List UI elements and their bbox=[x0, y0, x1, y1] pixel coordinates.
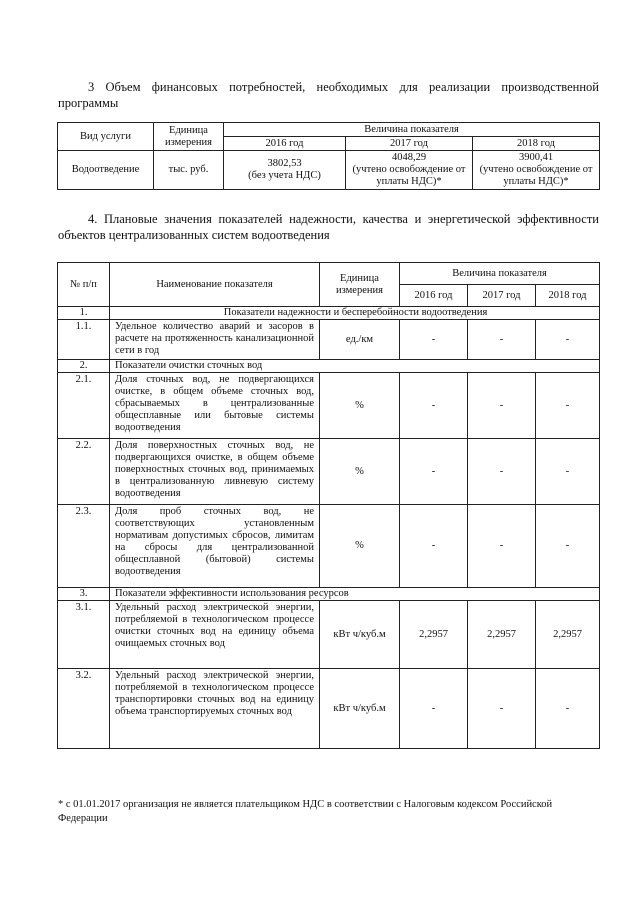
group-title: Показатели надежности и бесперебойности водоотведения bbox=[110, 307, 600, 320]
group-num: 3. bbox=[58, 588, 110, 601]
row-name: Доля сточных вод, не подвергающихся очистке, в общем объеме сточных вод, сбрасываемых в централизованные общесплавные или бытовые системы водоотведения bbox=[110, 373, 320, 439]
row-value-2017: - bbox=[468, 505, 536, 588]
row-unit: % bbox=[320, 439, 400, 505]
financial-needs-table bbox=[57, 122, 600, 190]
row-value-2016: - bbox=[400, 373, 468, 439]
header-value: Величина показателя bbox=[224, 123, 600, 137]
row-value-2018: 2,2957 bbox=[536, 601, 600, 669]
row-value-2017: - bbox=[468, 320, 536, 360]
row-name: Удельный расход электрической энергии, потребляемой в технологическом процессе транспортировки сточных вод на единицу объема транспортируемых сточных вод bbox=[110, 669, 320, 749]
header-year-2018: 2018 год bbox=[473, 137, 600, 151]
row-num: 1.1. bbox=[58, 320, 110, 360]
row-num: 2.1. bbox=[58, 373, 110, 439]
row-value-2016: - bbox=[400, 505, 468, 588]
row-service: Водоотведение bbox=[58, 151, 154, 190]
row-num: 2.2. bbox=[58, 439, 110, 505]
value-2017-amount: 4048,29 bbox=[391, 152, 427, 163]
section-4-heading: 4. Плановые значения показателей надежности, качества и энергетической эффективности объектов централизованных систем водоотведения bbox=[58, 212, 599, 242]
row-num: 2.3. bbox=[58, 505, 110, 588]
header-name: Наименование показателя bbox=[110, 263, 320, 307]
header-value: Величина показателя bbox=[400, 263, 600, 285]
row-value-2016: - bbox=[400, 439, 468, 505]
value-2017 bbox=[346, 151, 473, 190]
row-name: Доля проб сточных вод, не соответствующих установленным нормативам допустимых сбросов, лимитам на сбросы для централизованной общесплавной (бытовой) системы водоотведения bbox=[110, 505, 320, 588]
section-3-heading: 3 Объем финансовых потребностей, необходимых для реализации производственной программы bbox=[58, 80, 599, 110]
row-name: Удельное количество аварий и засоров в расчете на протяженность канализационной сети в год bbox=[110, 320, 320, 360]
group-title: Показатели очистки сточных вод bbox=[110, 360, 600, 373]
group-num: 2. bbox=[58, 360, 110, 373]
row-num: 3.2. bbox=[58, 669, 110, 749]
row-unit: ед./км bbox=[320, 320, 400, 360]
row-value-2018: - bbox=[536, 373, 600, 439]
value-2016-amount: 3802,53 bbox=[267, 158, 302, 169]
header-year-2016: 2016 год bbox=[224, 137, 346, 151]
group-num: 1. bbox=[58, 307, 110, 320]
row-unit: % bbox=[320, 373, 400, 439]
row-value-2018: - bbox=[536, 320, 600, 360]
row-value-2016: 2,2957 bbox=[400, 601, 468, 669]
row-value-2017: 2,2957 bbox=[468, 601, 536, 669]
row-value-2018: - bbox=[536, 505, 600, 588]
row-value-2016: - bbox=[400, 320, 468, 360]
row-num: 3.1. bbox=[58, 601, 110, 669]
value-2017-note: (учтено освобождение от уплаты НДС)* bbox=[352, 164, 466, 187]
header-unit: Единица измерения bbox=[154, 123, 224, 151]
row-value-2018: - bbox=[536, 439, 600, 505]
header-service: Вид услуги bbox=[58, 123, 154, 151]
value-2018-note: (учтено освобождение от уплаты НДС)* bbox=[479, 164, 593, 187]
row-value-2017: - bbox=[468, 373, 536, 439]
header-num: № п/п bbox=[58, 263, 110, 307]
header-year-2016: 2016 год bbox=[400, 285, 468, 307]
row-name: Доля поверхностных сточных вод, не подвергающихся очистке, в общем объеме поверхностных сточных вод, принимаемых в централизованную ливневую систему водоотведения bbox=[110, 439, 320, 505]
value-2018 bbox=[473, 151, 600, 190]
indicators-table bbox=[57, 262, 600, 749]
row-unit: % bbox=[320, 505, 400, 588]
header-year-2018: 2018 год bbox=[536, 285, 600, 307]
row-value-2018: - bbox=[536, 669, 600, 749]
value-2016-note: (без учета НДС) bbox=[248, 170, 321, 181]
header-unit: Единица измерения bbox=[320, 263, 400, 307]
row-value-2017: - bbox=[468, 669, 536, 749]
header-year-2017: 2017 год bbox=[346, 137, 473, 151]
row-unit: кВт ч/куб.м bbox=[320, 601, 400, 669]
footnote: * с 01.01.2017 организация не является плательщиком НДС в соответствии с Налоговым кодексом Российской Федерации bbox=[58, 799, 553, 824]
group-title: Показатели эффективности использования ресурсов bbox=[110, 588, 600, 601]
row-value-2016: - bbox=[400, 669, 468, 749]
row-unit: тыс. руб. bbox=[154, 151, 224, 190]
row-value-2017: - bbox=[468, 439, 536, 505]
value-2018-amount: 3900,41 bbox=[518, 152, 554, 163]
row-name: Удельный расход электрической энергии, потребляемой в технологическом процессе очистки сточных вод на единицу объема очищаемых сточных вод bbox=[110, 601, 320, 669]
value-2016 bbox=[224, 151, 346, 190]
row-unit: кВт ч/куб.м bbox=[320, 669, 400, 749]
header-year-2017: 2017 год bbox=[468, 285, 536, 307]
